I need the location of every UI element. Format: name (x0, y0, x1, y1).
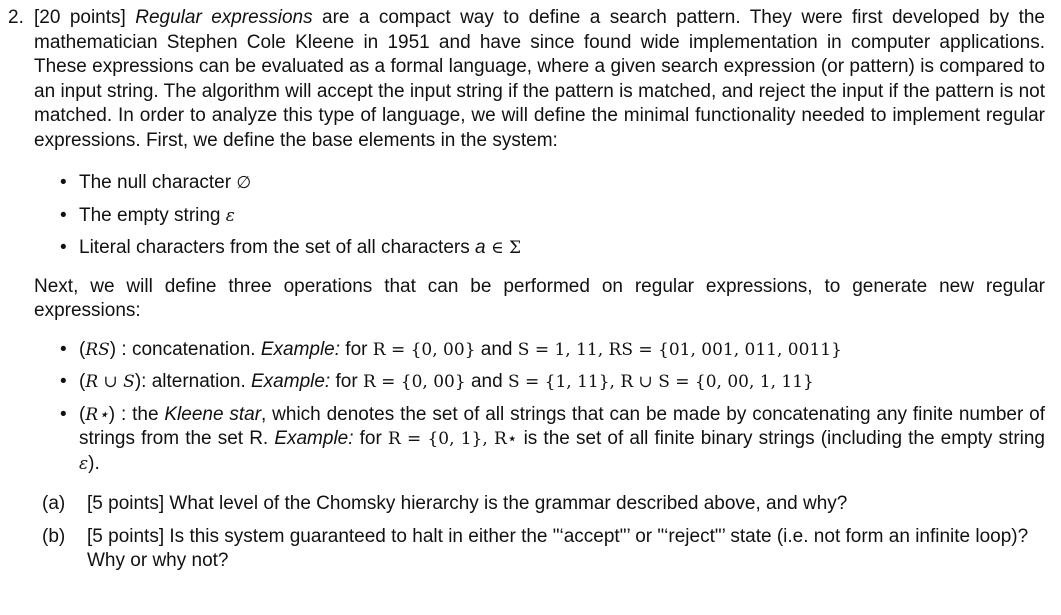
subquestion-text: [5 points] Is this system guaranteed to halt in either the "‘accept"’ or "‘reject"’ state (i.e. not form an infinite loop)? Why or why not? (87, 525, 1029, 571)
list-item: • Literal characters from the set of all characters a ∈ Σ (34, 236, 1045, 261)
bullet-icon: • (60, 237, 67, 258)
list-item: • (R ∪ S): alternation. Example: for R = {0, 00} and S = {1, 11}, R ∪ S = {0, 00, 1, 11} (34, 370, 1045, 395)
bullet-icon: • (60, 204, 67, 226)
list-item: • The empty string ε (34, 204, 1045, 229)
subquestion-a (34, 492, 1045, 517)
operations-intro: Next, we will define three operations that can be performed on regular expressions, to generate new regular expressions: (34, 275, 1045, 321)
intro-text: are a compact way to define a search pattern. They were first developed by the mathematician Stephen Cole Kleene in 1951 and have since found wide implementation in computer applications. These expressions can be evaluated as a formal language, where a given search expression (or pattern) is compared to an input string. The algorithm will accept the input string if the pattern is matched, and reject the input if the pattern is not matched. In order to analyze this type of language, we will define the minimal functionality needed to implement regular expressions. First, we define the base elements in the system: (34, 7, 1045, 151)
intro-term: Regular expressions (135, 7, 313, 28)
list-item: • (R⋆) : the Kleene star, which denotes the set of all strings that can be made by concatenating any finite number of strings from the set R. Example: for R = {0, 1}, R⋆ is the set of all finite binary strings (including the empty string ε). (60, 403, 1045, 474)
subquestion-label: (a) (42, 493, 66, 514)
problem-number: 2. (8, 7, 24, 28)
problem-intro (34, 6, 1045, 153)
problem-body (34, 6, 1045, 582)
bullet-icon: • (60, 338, 67, 360)
bullet-icon: • (60, 403, 67, 425)
subquestion-text: [5 points] What level of the Chomsky hierarchy is the grammar described above, and why? (87, 493, 848, 514)
list-item: • The null character ∅ (34, 171, 1045, 196)
bullet-icon: • (60, 172, 67, 193)
bullet-icon: • (60, 371, 67, 392)
base-elements-list (34, 171, 1045, 261)
list-item: • (RS) : concatenation. Example: for R = {0, 00} and S = 1, 11, RS = {01, 001, 011, 0011} (34, 338, 1045, 363)
problem-2 (8, 6, 1045, 582)
subquestion-b (34, 525, 1045, 574)
operations-list (34, 338, 1045, 477)
subquestion-label: (b) (42, 525, 66, 547)
points-label: [20 points] (34, 7, 126, 28)
